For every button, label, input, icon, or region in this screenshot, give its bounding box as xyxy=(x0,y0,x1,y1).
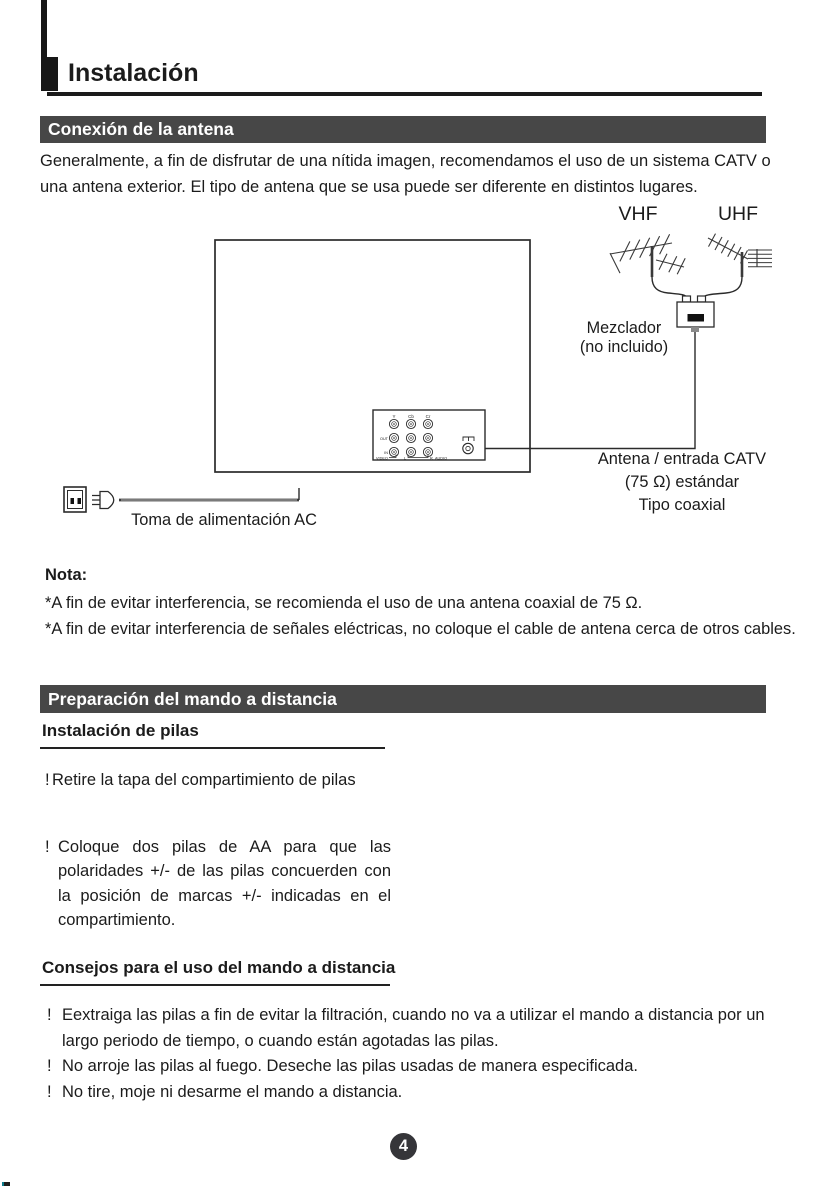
jack-label-l: L xyxy=(404,456,407,461)
tip-item-text: No tire, moje ni desarme el mando a distancia. xyxy=(62,1082,403,1101)
tip-item xyxy=(45,1054,790,1080)
mixer-label-line2: (no incluido) xyxy=(579,337,669,356)
antenna-input-line3: Tipo coaxial xyxy=(638,496,726,514)
jack-label-r: R xyxy=(430,456,433,461)
jack-label-y: Y xyxy=(392,414,396,419)
jack-label-cr: Cr xyxy=(425,414,431,419)
page-number-badge xyxy=(390,1133,417,1160)
battery-install-heading: Instalación de pilas xyxy=(42,721,199,740)
mixer-label-line1: Mezclador xyxy=(586,319,662,337)
page-title: Instalación xyxy=(68,59,199,87)
jack-panel xyxy=(373,410,485,461)
section-heading-remote xyxy=(40,685,766,713)
jack-label-video: VIDEO xyxy=(376,456,388,461)
battery-step-1 xyxy=(45,771,792,790)
mixer-box xyxy=(677,296,714,332)
power-cord-label: Toma de alimentación AC xyxy=(131,511,317,529)
uhf-label: UHF xyxy=(717,203,759,225)
wall-outlet-icon xyxy=(64,487,86,512)
vhf-lead-cable xyxy=(652,277,687,298)
tip-item-text: Eextraiga las pilas a fin de evitar la filtración, cuando no va a utilizar el mando a distancia por un largo periodo de tiempo, o cuando están agotadas las pilas. xyxy=(62,1006,765,1050)
antenna-input-label xyxy=(571,448,793,517)
note-heading: Nota: xyxy=(45,566,88,584)
note-list xyxy=(45,590,825,643)
antenna-input-line2: (75 Ω) estándar xyxy=(624,473,740,491)
exclamation-bullet: ! xyxy=(45,838,50,856)
tips-heading: Consejos para el uso del mando a distancia xyxy=(42,958,396,977)
power-plug-icon xyxy=(92,492,114,509)
jack-label-cb: Cb xyxy=(408,414,414,419)
note-item: *A fin de evitar interferencia de señales eléctricas, no coloque el cable de antena cerca de otros cables. xyxy=(45,620,796,639)
antenna-intro-paragraph: Generalmente, a fin de disfrutar de una nítida imagen, recomendamos el uso de un sistema CATV o una antena exterior. El tipo de antena que se usa puede ser diferente en distintos lugares. xyxy=(40,152,771,196)
section-heading-remote-label: Preparación del mando a distancia xyxy=(48,688,337,709)
jack-label-out: OUT xyxy=(379,437,388,441)
print-registration-mark xyxy=(2,1182,10,1186)
exclamation-bullet: ! xyxy=(45,771,50,789)
battery-step-2-text: Coloque dos pilas de AA para que las polaridades +/- de las pilas concuerden con la posición de marcas +/- indicadas en el compartimiento. xyxy=(58,838,391,929)
tips-rule xyxy=(40,984,390,986)
battery-step-2 xyxy=(45,835,391,932)
battery-step-1-text: Retire la tapa del compartimiento de pilas xyxy=(52,771,356,789)
tip-item-text: No arroje las pilas al fuego. Deseche las pilas usadas de manera especificada. xyxy=(62,1057,638,1076)
jack-label-audio: AUDIO xyxy=(435,456,448,461)
exclamation-bullet: ! xyxy=(47,1082,52,1101)
note-item: *A fin de evitar interferencia, se recomienda el uso de una antena coaxial de 75 Ω. xyxy=(45,594,643,612)
uhf-antenna-icon xyxy=(708,234,772,277)
tip-item xyxy=(45,1003,790,1054)
battery-install-rule xyxy=(40,747,385,749)
section-heading-antenna-label: Conexión de la antena xyxy=(48,119,234,139)
vhf-label: VHF xyxy=(618,203,658,225)
antenna-input-line1: Antena / entrada CATV xyxy=(597,450,767,468)
vhf-antenna-icon xyxy=(610,234,685,277)
exclamation-bullet: ! xyxy=(47,1057,52,1076)
exclamation-bullet: ! xyxy=(47,1006,52,1024)
uhf-lead-cable xyxy=(703,277,742,298)
mixer-label xyxy=(570,319,678,356)
tips-list xyxy=(45,1003,790,1105)
jack-label-in: IN xyxy=(384,451,388,455)
page-number: 4 xyxy=(398,1137,409,1155)
tip-item xyxy=(45,1080,790,1106)
